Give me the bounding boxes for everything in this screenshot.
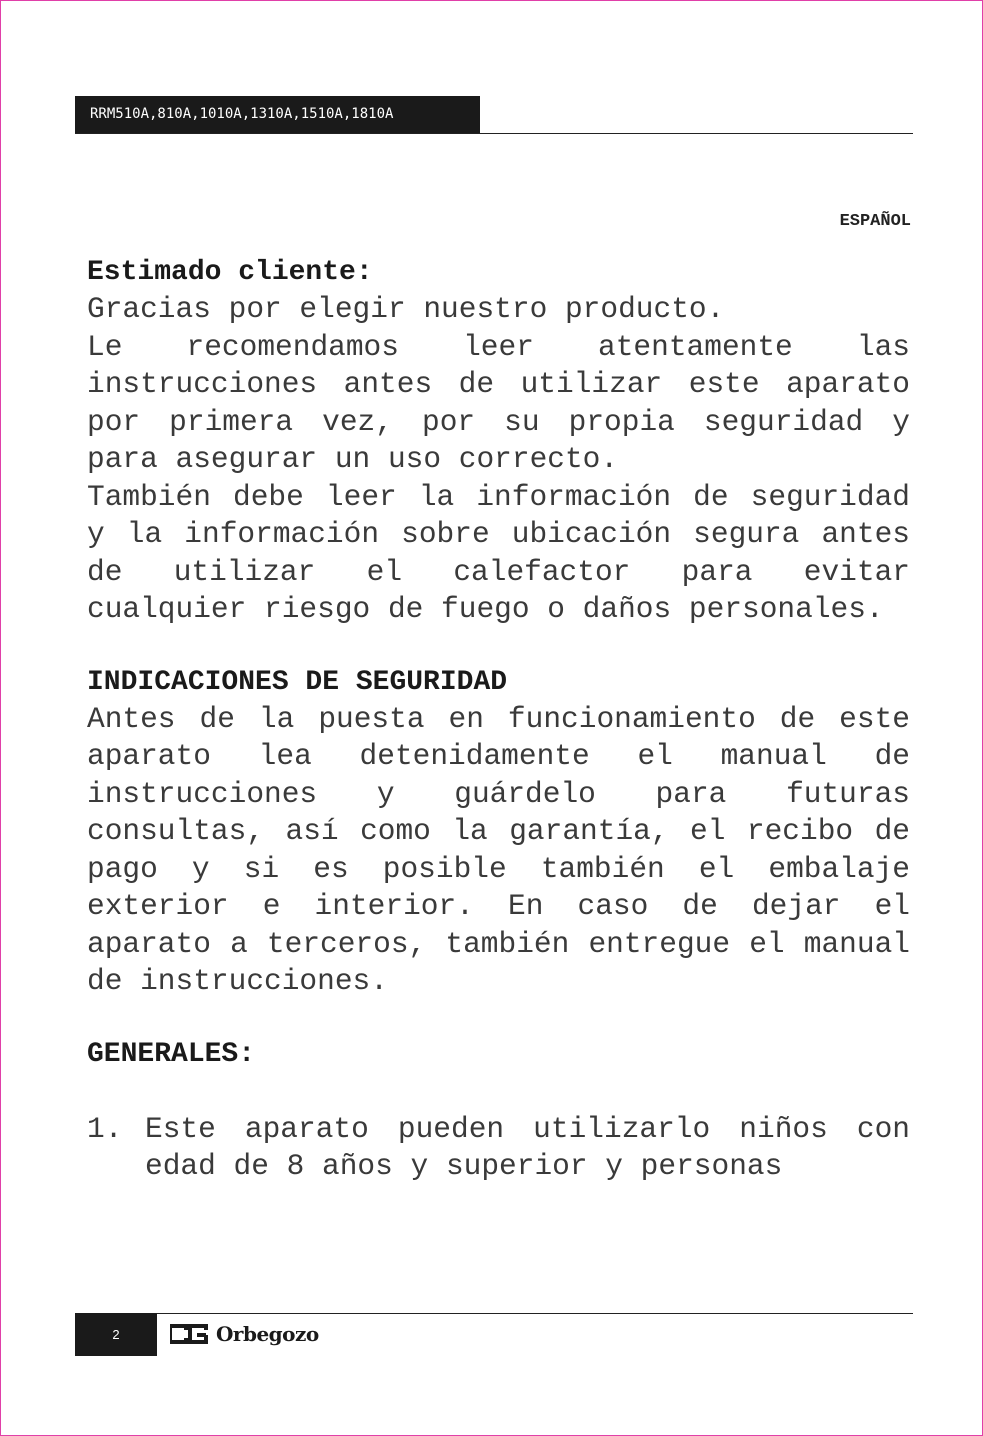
orbegozo-logo-icon bbox=[170, 1324, 208, 1344]
page-number: 2 bbox=[75, 1313, 157, 1356]
list-item-number: 1. bbox=[87, 1111, 123, 1146]
brand-name: Orbegozo bbox=[216, 1322, 319, 1346]
general-heading: GENERALES: bbox=[87, 1038, 256, 1070]
header-divider bbox=[75, 133, 913, 134]
list-item bbox=[87, 1111, 910, 1186]
document-body bbox=[87, 255, 910, 1186]
model-list-label: RRM510A,810A,1010A,1310A,1510A,1810A bbox=[75, 96, 480, 133]
brand-logo bbox=[170, 1320, 319, 1348]
thanks-paragraph: Gracias por elegir nuestro producto. bbox=[87, 292, 725, 326]
recommend-paragraph: Le recomendamos leer atentamente las instrucciones antes de utilizar este aparato por primera vez, por su propia seguridad y para asegurar un uso correcto. bbox=[87, 329, 910, 476]
greeting-heading: Estimado cliente: bbox=[87, 257, 373, 288]
footer-divider bbox=[75, 1313, 913, 1314]
language-label: ESPAÑOL bbox=[839, 212, 911, 231]
also-paragraph: También debe leer la información de seguridad y la información sobre ubicación segura antes de utilizar el calefactor para evitar cualquier riesgo de fuego o daños personales. bbox=[87, 479, 910, 626]
list-item-text: Este aparato pueden utilizarlo niños con edad de 8 años y superior y personas bbox=[145, 1111, 910, 1183]
safety-paragraph: Antes de la puesta en funcionamiento de este aparato lea detenidamente el manual de instrucciones y guárdelo para futuras consultas, así como la garantía, el recibo de pago y si es posible también el embalaje exterior e interior. En caso de dejar el aparato a terceros, también entregue el manual de instrucciones. bbox=[87, 701, 910, 998]
safety-heading: INDICACIONES DE SEGURIDAD bbox=[87, 666, 508, 698]
